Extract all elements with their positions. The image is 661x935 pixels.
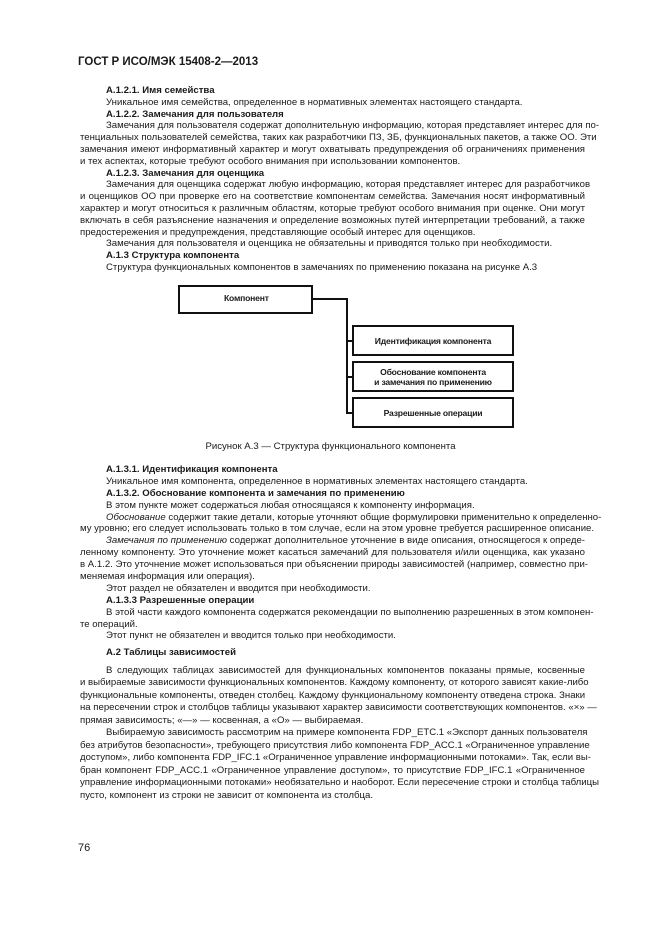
paragraph-line: меняемая информация или операция). <box>80 571 255 583</box>
paragraph-line: Этот раздел не обязателен и вводится при необходимости. <box>106 582 371 594</box>
paragraph-line: Уникальное имя компонента, определенное в нормативных элементах настоящего стандарта. <box>106 475 528 487</box>
heading-dependency-tables: А.2 Таблицы зависимостей <box>106 647 236 658</box>
paragraph-line: доступом», либо компонента FDP_IFC.1 «Ограниченное управление информационными потоками». Так, если вы- <box>80 752 591 763</box>
diagram-box-identification: Идентификация компонента <box>352 325 514 356</box>
paragraph-line: и тех аспектах, которые требуют особого внимания при использовании компонентов. <box>80 155 461 167</box>
connector-line <box>346 298 348 414</box>
heading-evaluator-notes: А.1.2.3. Замечания для оценщика <box>106 167 265 179</box>
paragraph-line: без атрибутов безопасности», требующего присутствия либо компонента FDP_ACC.1 «Ограниченное управление <box>80 739 590 751</box>
text: содержат дополнительное уточнение в виде описания, относящегося к опреде- <box>226 535 585 547</box>
paragraph-line: те операций. <box>80 618 138 630</box>
page-number: 76 <box>78 842 91 854</box>
paragraph-line: Выбираемую зависимость рассмотрим на примере компонента FDP_ETC.1 «Экспорт данных пользователя <box>106 727 588 738</box>
heading-component-structure: А.1.3 Структура компонента <box>106 250 240 262</box>
section-a-1-2 <box>80 85 600 274</box>
document-header: ГОСТ Р ИСО/МЭК 15408-2—2013 <box>78 56 259 68</box>
heading-rationale: А.1.3.2. Обоснование компонента и замечания по применению <box>106 487 405 499</box>
paragraph-line: Замечания для пользователя и оценщика не обязательны и приводятся только при необходимости. <box>106 238 553 250</box>
diagram-box-rationale: Обоснование компонента и замечания по применению <box>352 361 514 392</box>
paragraph-line: предостережения и предупреждения, представляющие особый интерес для оценщиков. <box>80 226 476 238</box>
paragraph-line: тенциальных пользователей семейства, таких как разработчики ПЗ, ЗБ, функциональных пакетов, а также ОО. Эти <box>80 132 597 144</box>
paragraph-line: на пересечении строк и столбцов таблицы указывают характер зависимости соответствующих компонентов. «×» — <box>80 702 597 713</box>
paragraph-line: Замечания для пользователя содержат дополнительную информацию, которая представляет интерес для по- <box>106 120 600 132</box>
term-rationale: Обоснование <box>106 511 166 523</box>
paragraph-line <box>80 535 585 547</box>
paragraph-line: характер и могут относиться к различным областям, которые требуют особого внимания при оценке. Они могут <box>80 202 585 214</box>
paragraph-line: в А.1.2. Это уточнение может использоваться при объяснении природы зависимостей (например, совместно при- <box>80 559 589 571</box>
connector-line <box>312 298 348 300</box>
paragraph-line: ленному компоненту. Это уточнение может касаться замечаний для пользователя и/или оценщика, как указано <box>80 547 585 559</box>
paragraph-line: Этот пункт не обязателен и вводится только при необходимости. <box>106 630 396 642</box>
paragraph-line: му уровню; его следует использовать только в том случае, если на этом уровне требуется расширенное описание. <box>80 523 595 535</box>
section-a-1-3 <box>80 464 602 642</box>
heading-family-name: А.1.2.1. Имя семейства <box>106 85 215 96</box>
paragraph-line: замечания имеют информативный характер и могут охватывать предупреждения об ограничениях применения <box>80 143 585 155</box>
heading-user-notes: А.1.2.2. Замечания для пользователя <box>106 108 284 120</box>
diagram-box-component: Компонент <box>178 285 313 314</box>
paragraph-line: В следующих таблицах зависимостей для функциональных компонентов показаны прямые, косвенные <box>106 664 585 676</box>
paragraph-line: бран компонент FDP_ACC.1 «Ограниченное управление доступом», то присутствие FDP_IFC.1 «Ограниченное <box>80 764 585 776</box>
figure-caption: Рисунок А.3 — Структура функционального компонента <box>205 441 456 452</box>
paragraph-line: В этой части каждого компонента содержатся рекомендации по выполнению разрешенных в этом компонен- <box>106 606 594 618</box>
paragraph-line: прямая зависимость; «—» — косвенная, а «О» — выбираемая. <box>80 714 364 726</box>
paragraph-line: Замечания для оценщика содержат любую информацию, которая представляет интерес для разработчиков <box>106 179 591 191</box>
paragraph-line: и оценщиков ОО при проверке его на соответствие компонентам семейства. Замечания носят информативный <box>80 191 585 203</box>
text: содержит такие детали, которые уточняют общие формулировки применительно к определенно- <box>165 511 602 523</box>
heading-allowed-operations: А.1.3.3 Разрешенные операции <box>106 594 255 606</box>
paragraph-line <box>80 511 602 524</box>
paragraph-line: В этом пункте может содержаться любая относящаяся к компоненту информация. <box>106 499 475 511</box>
paragraph-line: пусто, компонент из строки не зависит от компонента из столбца. <box>80 789 373 801</box>
paragraph-line: управление информационными потоками» необязательно и наоборот. Если пересечение строки и столбца таблицы <box>80 777 599 788</box>
paragraph-line: и выбираемые зависимости функциональных компонентов. Каждому компоненту, от которого зависят какие-либо <box>80 677 589 688</box>
heading-identification: А.1.3.1. Идентификация компонента <box>106 464 278 475</box>
paragraph-line: функциональные компоненты, отведен столбец. Каждому функциональному компоненту отведена строка. Знаки <box>80 689 586 701</box>
paragraph-line: Структура функциональных компонентов в замечаниях по применению показана на рисунке А.3 <box>106 261 538 273</box>
paragraph-line: Уникальное имя семейства, определенное в нормативных элементах настоящего стандарта. <box>106 96 523 108</box>
term-application-notes: Замечания по применению <box>106 535 227 547</box>
diagram-box-operations: Разрешенные операции <box>352 397 514 428</box>
paragraph-line: включать в себя разъяснение назначения и определение возможных путей интерпретации требований, а также <box>80 214 585 226</box>
section-a-2 <box>80 647 599 802</box>
